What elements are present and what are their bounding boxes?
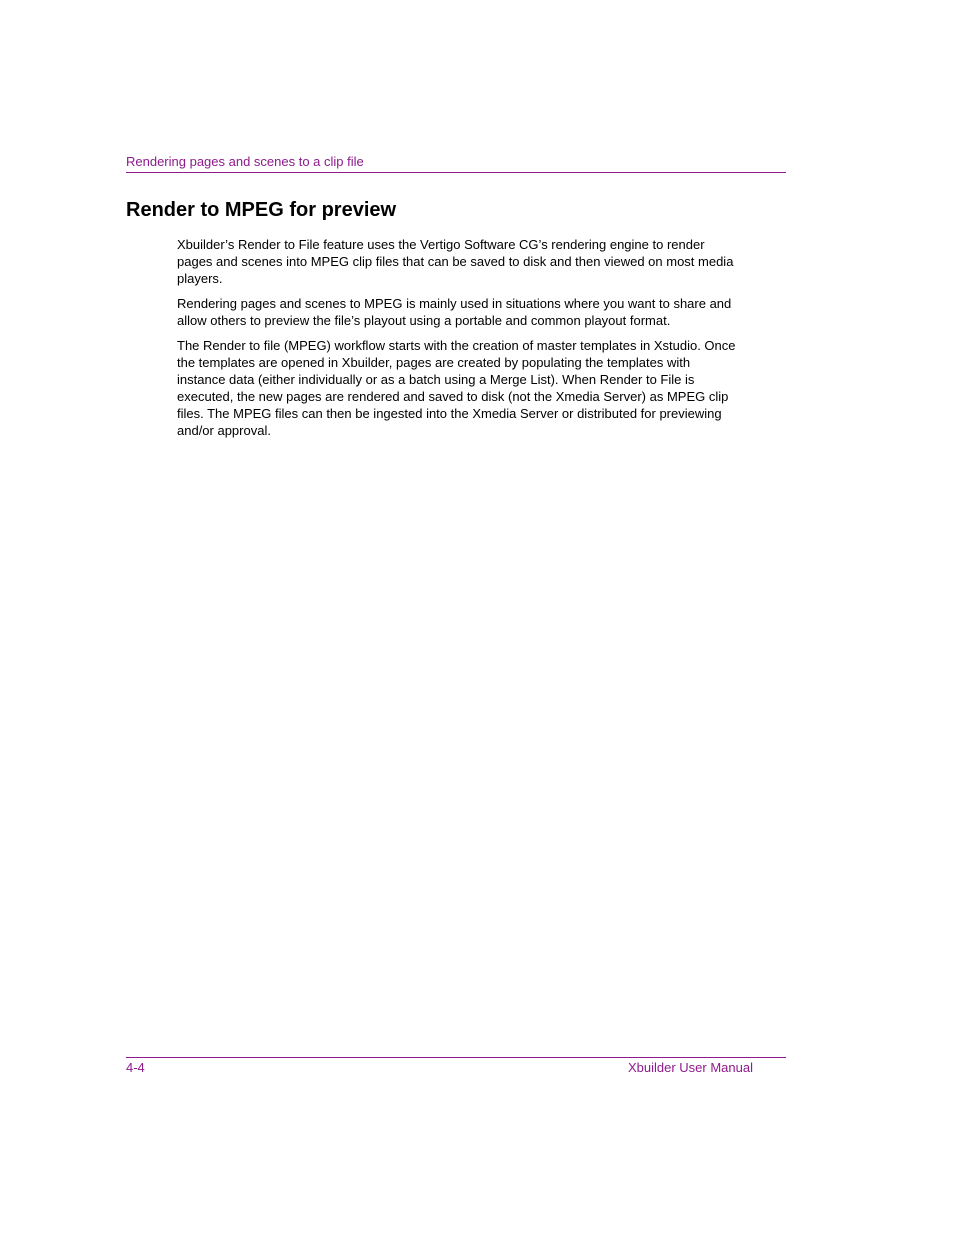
paragraph: The Render to file (MPEG) workflow starts with the creation of master templates in Xstudio. Once the templates are opened in Xbuilder, pages are created by populating the templates with instance data (either individually or as a batch using a Merge List). When Render to File is executed, the new pages are rendered and saved to disk (not the Xmedia Server) as MPEG clip files. The MPEG files can then be ingested into the Xmedia Server or distributed for previewing and/or approval. <box>177 338 736 438</box>
running-header: Rendering pages and scenes to a clip file <box>126 154 364 169</box>
header-rule <box>126 172 786 173</box>
manual-title: Xbuilder User Manual <box>627 1060 753 1075</box>
paragraph: Xbuilder’s Render to File feature uses the Vertigo Software CG’s rendering engine to render pages and scenes into MPEG clip files that can be saved to disk and then viewed on most media players. <box>177 237 734 286</box>
paragraph: Rendering pages and scenes to MPEG is mainly used in situations where you want to share and allow others to preview the file’s playout using a portable and common playout format. <box>177 296 732 328</box>
page-number: 4-4 <box>126 1060 145 1075</box>
body-text <box>177 236 739 447</box>
footer-rule <box>126 1057 786 1058</box>
section-heading: Render to MPEG for preview <box>126 199 397 221</box>
